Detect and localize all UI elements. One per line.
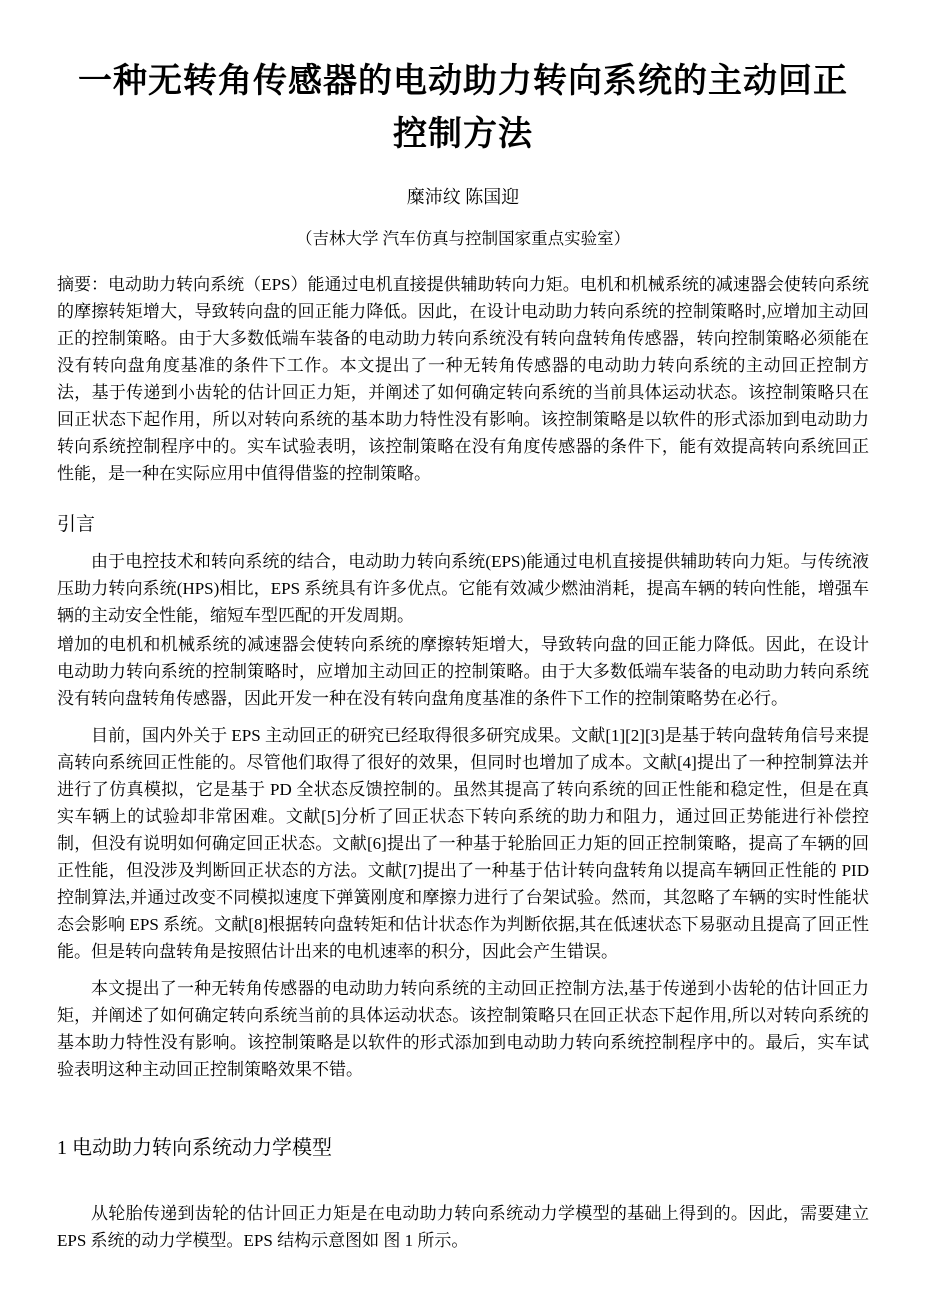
paper-authors: 糜沛纹 陈国迎 bbox=[406, 187, 520, 208]
paper-title: 一种无转角传感器的电动助力转向系统的主动回正控制方法 bbox=[78, 63, 848, 153]
abstract-paragraph: 摘要：电动助力转向系统（EPS）能通过电机直接提供辅助转向力矩。电机和机械系统的减速器会使转向系统的摩擦转矩增大，导致转向盘的回正能力降低。因此，在设计电动助力转向系统的控制策略时,应增加主动回正的控制策略。由于大多数低端车装备的电动助力转向系统没有转向盘转角传感器，转向控制策略必须能在没有转向盘角度基准的条件下工作。本文提出了一种无转角传感器的电动助力转向系统的主动回正控制方法，基于传递到小齿轮的估计回正力矩，并阐述了如何确定转向系统的当前具体运动状态。该控制策略只在回正状态下起作用，所以对转向系统的基本助力特性没有影响。该控制策略是以软件的形式添加到电动助力转向系统控制程序中的。实车试验表明，该控制策略在没有角度传感器的条件下，能有效提高转向系统回正性能，是一种在实际应用中值得借鉴的控制策略。 bbox=[57, 275, 869, 484]
intro-paragraph-3: 目前，国内外关于 EPS 主动回正的研究已经取得很多研究成果。文献[1][2][3]是基于转向盘转角信号来提高转向系统回正性能的。尽管他们取得了很好的效果，但同时也增加了成本。文献[4]提出了一种控制算法并进行了仿真模拟，它是基于 PD 全状态反馈控制的。虽然其提高了转向系统的回正性能和稳定性，但是在真实车辆上的试验却非常困难。文献[5]分析了回正状态下转向系统的助力和阻力，通过回正势能进行补偿控制，但没有说明如何确定回正状态。文献[6]提出了一种基于轮胎回正力矩的回正控制策略，提高了车辆的回正性能，但没涉及判断回正状态的方法。文献[7]提出了一种基于估计转向盘转角以提高车辆回正性能的 PID 控制算法,并通过改变不同模拟速度下弹簧刚度和摩擦力进行了台架试验。然而，其忽略了车辆的实时性能状态会影响 EPS 系统。文献[8]根据转向盘转矩和估计状态作为判断依据,其在低速状态下易驱动且提高了回正性能。但是转向盘转角是按照估计出来的电机速率的积分，因此会产生错误。 bbox=[57, 726, 869, 962]
intro-paragraph-2: 增加的电机和机械系统的减速器会使转向系统的摩擦转矩增大，导致转向盘的回正能力降低。因此，在设计电动助力转向系统的控制策略时，应增加主动回正的控制策略。由于大多数低端车装备的电动助力转向系统没有转向盘转角传感器，因此开发一种在没有转向盘角度基准的条件下工作的控制策略势在必行。 bbox=[57, 635, 869, 709]
intro-paragraph-4: 本文提出了一种无转角传感器的电动助力转向系统的主动回正控制方法,基于传递到小齿轮的估计回正力矩，并阐述了如何确定转向系统当前的具体运动状态。该控制策略只在回正状态下起作用,所以对转向系统的基本助力特性没有影响。该控制策略是以软件的形式添加到电动助力转向系统控制程序中的。最后，实车试验表明这种主动回正控制策略效果不错。 bbox=[57, 979, 869, 1080]
paper-affiliation: （吉林大学 汽车仿真与控制国家重点实验室） bbox=[295, 229, 631, 249]
intro-paragraph-1: 由于电控技术和转向系统的结合，电动助力转向系统(EPS)能通过电机直接提供辅助转向力矩。与传统液压助力转向系统(HPS)相比，EPS 系统具有许多优点。它能有效减少燃油消耗，提高车辆的转向性能，增强车辆的主动安全性能，缩短车型匹配的开发周期。 bbox=[57, 552, 869, 626]
section-1-paragraph-1: 从轮胎传递到齿轮的估计回正力矩是在电动助力转向系统动力学模型的基础上得到的。因此，需要建立 EPS 系统的动力学模型。EPS 结构示意图如 图 1 所示。 bbox=[57, 1204, 869, 1251]
section-1-body bbox=[57, 1200, 869, 1254]
section-1-heading: 1 电动助力转向系统动力学模型 bbox=[57, 1137, 332, 1160]
intro-heading: 引言 bbox=[57, 514, 96, 536]
intro-section bbox=[57, 548, 869, 1083]
